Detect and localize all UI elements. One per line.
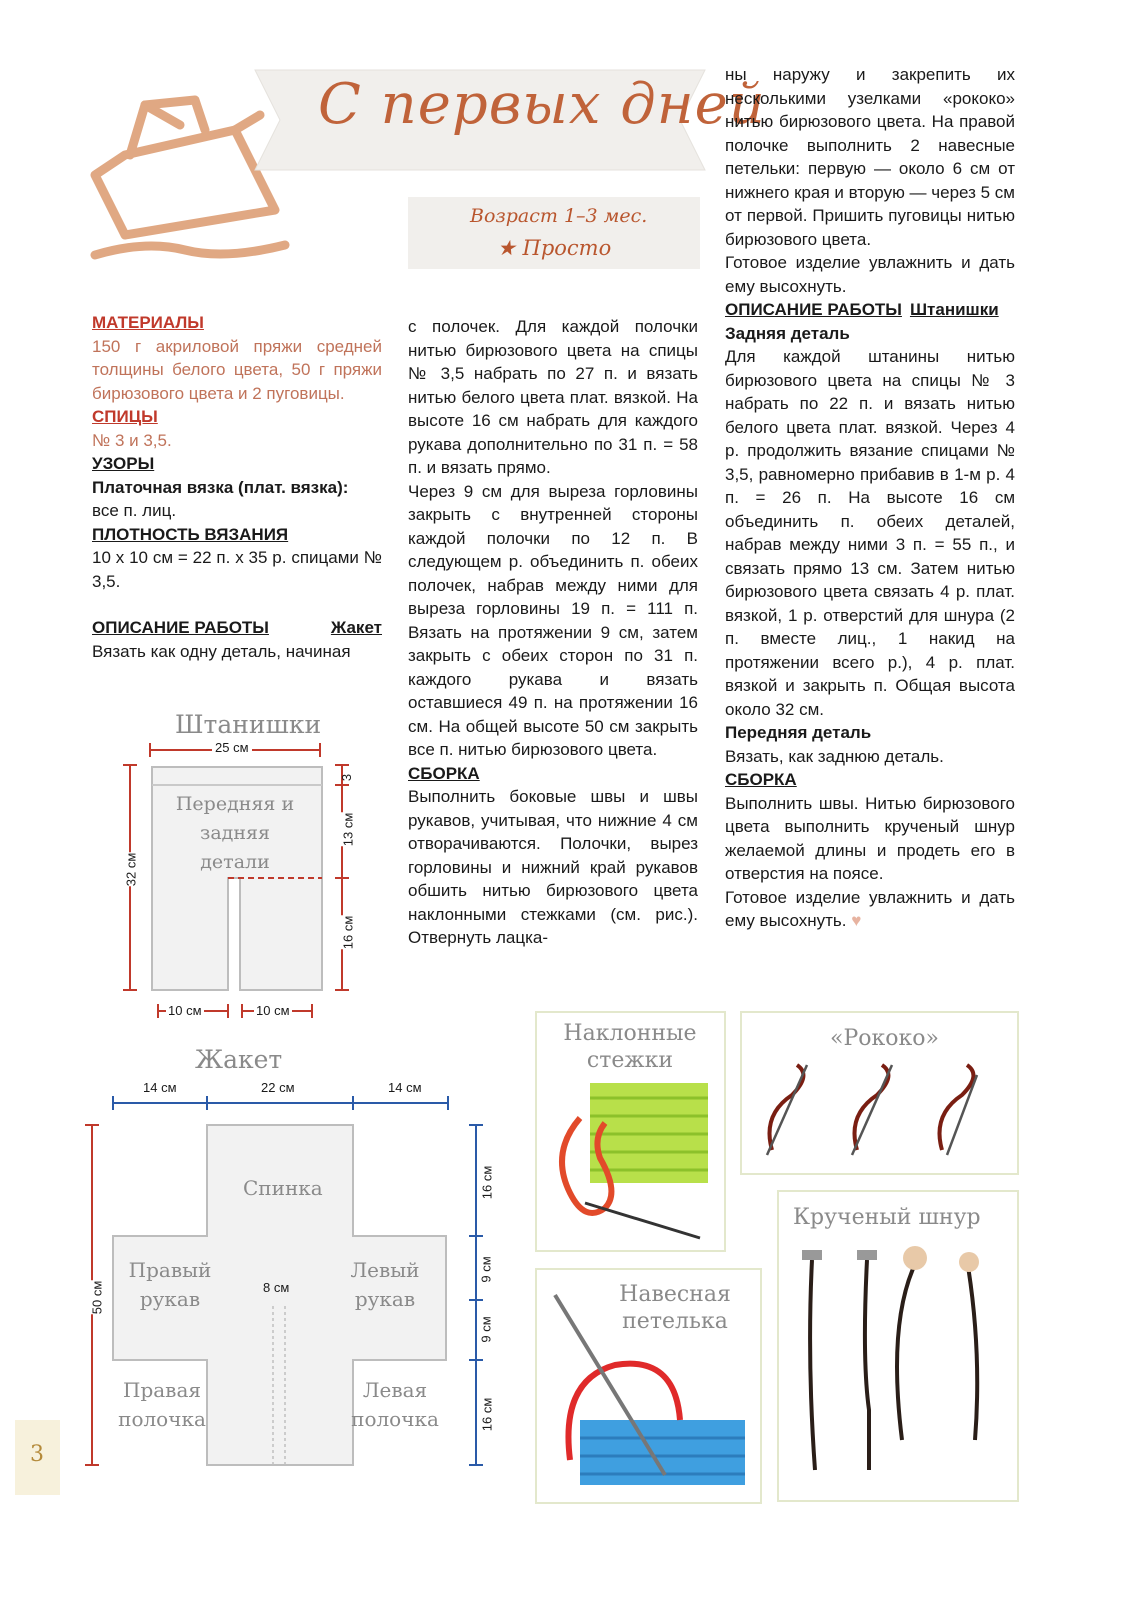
pants-h-waist: 3 <box>339 773 355 782</box>
age-label: Возраст 1–3 мес. <box>470 205 648 227</box>
jacket-width-3: 14 см <box>385 1080 425 1095</box>
difficulty-label: ★ Просто <box>497 236 612 260</box>
needles-text: № 3 и 3,5. <box>92 430 172 450</box>
materials-heading: МАТЕРИАЛЫ <box>92 313 204 332</box>
jacket-height-4: 16 см <box>479 1397 495 1432</box>
pants-width-label: 25 см <box>212 740 252 755</box>
pants-h-leg: 16 см <box>340 915 356 950</box>
column-3 <box>725 63 1015 933</box>
twisted-cord-illustration <box>787 1240 1007 1490</box>
page-title: С первых дней <box>318 72 766 137</box>
pants-assembly-text: Выполнить швы. Нитью бирюзового цвета выполнить крученый шнур желаемой длины и продеть его в отверстия на поясе. <box>725 793 1015 883</box>
page-number: 3 <box>30 1442 44 1467</box>
pants-work-item: Штанишки <box>909 300 999 319</box>
column-1 <box>92 311 382 663</box>
jacket-right-front-label: Правая полочка <box>118 1378 206 1431</box>
jacket-neck-label: 8 см <box>263 1280 290 1295</box>
front-piece-heading: Передняя деталь <box>725 723 872 742</box>
jacket-left-front-label: Левая полочка <box>351 1378 439 1431</box>
jacket-right-sleeve-label: Правый рукав <box>128 1258 212 1311</box>
jacket-work-heading: ОПИСАНИЕ РАБОТЫ <box>92 618 269 637</box>
pants-finish: Готовое изделие увлажнить и дать ему высохнуть. ♥ <box>725 887 1015 930</box>
slant-stitches-illustration <box>545 1078 720 1243</box>
back-piece-text: Для каждой штанины нитью бирюзового цвета на спицы № 3 набрать по 22 п. и вязать нитью белого цвета плат. вязкой. Через 4 р. продолжить вязание спицами № 3,5, равномерно прибавив в 1-м р. 4 п. = 26 п. На высоте 16 см объединить п. обеих деталей, набрав между ними 3 п. = 55 п., и связать прямо 13 см. Затем нитью бирюзового цвета связать 4 р. плат. вязкой, 1 р. отверстий для шнура (2 п. вместе лиц., 1 накид на протяжении всего р.), 4 р. плат. вязкой и закрыть п. Общая высота около 32 см. <box>725 347 1015 719</box>
hanging-loop-label: Навесная петелька <box>619 1282 731 1334</box>
jacket-height-total: 50 см <box>89 1280 105 1315</box>
jacket-left-sleeve-label: Левый рукав <box>350 1258 420 1311</box>
pants-h-upper: 13 см <box>340 812 356 847</box>
hanging-loop-illustration <box>545 1290 755 1495</box>
pants-leg-left-label: 10 см <box>168 1003 202 1018</box>
jacket-width-1: 14 см <box>140 1080 180 1095</box>
jacket-work-item: Жакет <box>330 618 382 637</box>
pants-assembly-heading: СБОРКА <box>725 770 797 789</box>
slant-stitches-label: Наклонные стежки <box>563 1021 697 1073</box>
pants-title: Штанишки <box>175 710 322 739</box>
jacket-back-label: Спинка <box>243 1176 323 1200</box>
gauge-text: 10 х 10 см = 22 п. х 35 р. спицами № 3,5. <box>92 548 382 591</box>
back-piece-heading: Задняя деталь <box>725 323 850 343</box>
jacket-height-3: 9 см <box>478 1316 494 1343</box>
jacket-assembly-text: Выполнить боковые швы и швы рукавов, учитывая, что нижние 4 см отворачиваются. Полочки, вырез горловины и нижний край рукавов обшить нитью бирюзового цвета наклонными стежками (см. рис.). Отвернуть лацка- <box>408 787 698 947</box>
jacket-text-1: с полочек. Для каждой полочки нитью бирюзового цвета на спицы № 3,5 набрать по 27 п. и вязать нитью белого цвета плат. вязкой. На высоте 16 см набрать для каждого рукава дополнительно по 31 п. = 58 п. и вязать прямо. <box>408 317 698 477</box>
needles-heading: СПИЦЫ <box>92 407 158 426</box>
twisted-cord-label: Крученый шнур <box>793 1205 981 1230</box>
jacket-height-1: 16 см <box>479 1165 495 1200</box>
pants-diagram <box>110 735 370 1025</box>
rococo-label: «Рококо» <box>830 1026 939 1051</box>
pants-height-label: 32 см <box>123 852 139 887</box>
jacket-text-2: Через 9 см для выреза горловины закрыть с внутренней стороны каждой полочки по 12 п. В следующем р. объединить п. обеих полочек, набрав между ними для выреза горловины 19 п. = 111 п. Вязать на протяжении 9 см, затем закрыть с обеих сторон по 31 п. каждого рукава и вязать оставшиеся 49 п. на протяжении 16 см. На общей высоте 50 см закрыть все п. нитью бирюзового цвета. <box>408 481 698 759</box>
pants-piece-label: Передняя и задняя детали <box>175 793 295 873</box>
pants-work-heading: ОПИСАНИЕ РАБОТЫ <box>725 300 902 319</box>
column-2 <box>408 315 698 950</box>
jacket-width-2: 22 см <box>258 1080 298 1095</box>
front-piece-text: Вязать, как заднюю деталь. <box>725 746 944 766</box>
materials-text: 150 г акриловой пряжи средней толщины белого цвета, 50 г пряжи бирюзового цвета и 2 пуговицы. <box>92 336 382 403</box>
rococo-illustration <box>752 1055 1007 1165</box>
pants-leg-right-label: 10 см <box>256 1003 290 1018</box>
jacket-title: Жакет <box>195 1045 283 1074</box>
pattern-desc: все п. лиц. <box>92 501 177 520</box>
jacket-finish: Готовое изделие увлажнить и дать ему высохнуть. <box>725 253 1015 296</box>
patterns-heading: УЗОРЫ <box>92 454 155 473</box>
jacket-text-3: ны наружу и закрепить их несколькими узелками «рококо» нитью бирюзового цвета. На правой полочке выполнить 2 навесные петельки: первую — около 6 см от нижнего края и вторую — через 5 см от первой. Пришить пуговицы нитью бирюзового цвета. <box>725 65 1015 249</box>
jacket-height-2: 9 см <box>478 1256 494 1283</box>
jacket-work-start: Вязать как одну деталь, начиная <box>92 641 351 661</box>
gauge-heading: ПЛОТНОСТЬ ВЯЗАНИЯ <box>92 524 289 544</box>
jacket-assembly-heading: СБОРКА <box>408 763 480 783</box>
pattern-name: Платочная вязка (плат. вязка): <box>92 477 349 497</box>
